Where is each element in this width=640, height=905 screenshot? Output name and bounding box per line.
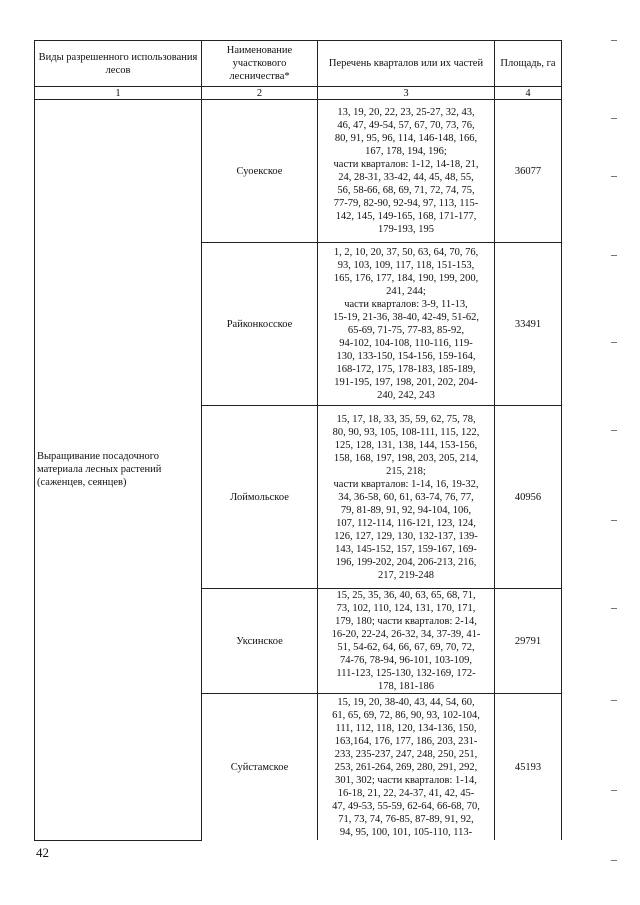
quarters-line: 179, 180; части кварталов: 2-14,	[335, 616, 477, 627]
column-number: 3	[318, 87, 495, 100]
quarters-line: 77-79, 82-90, 92-94, 97, 113, 115-	[333, 198, 479, 209]
quarters-line: части кварталов: 1-12, 14-18, 21,	[333, 159, 479, 170]
quarters-line: 1, 2, 10, 20, 37, 50, 63, 64, 70, 76,	[333, 247, 479, 258]
quarters-line: 191-195, 197, 198, 201, 202, 204-	[334, 377, 478, 388]
scan-margin-mark	[611, 255, 617, 256]
quarters-line: 179-193, 195	[378, 224, 434, 235]
forest-use-table	[34, 40, 562, 841]
use-type-cell: Выращивание посадочного материала лесных растений (саженцев, сеянцев)	[35, 100, 202, 841]
quarters-line: 233, 235-237, 247, 248, 250, 251,	[334, 748, 478, 760]
quarters-cell	[318, 243, 495, 406]
quarters-line: 15, 17, 18, 33, 35, 59, 62, 75, 78,	[336, 413, 476, 425]
quarters-cell	[318, 406, 495, 589]
header-use-type: Виды разрешенного использования лесов	[35, 41, 202, 87]
quarters-line: 125, 128, 131, 138, 144, 153-156,	[334, 439, 478, 451]
area-value: 45193	[495, 694, 562, 841]
scan-margin-mark	[611, 700, 617, 701]
forestry-name: Лоймольское	[202, 406, 318, 589]
quarters-line: 94, 95, 100, 101, 105-110, 113-	[339, 826, 473, 838]
quarters-line: 73, 102, 110, 124, 131, 170, 171,	[336, 603, 476, 614]
quarters-line: 163,164, 176, 177, 186, 203, 231-	[334, 735, 478, 747]
column-number: 2	[202, 87, 318, 100]
page-number: 42	[36, 845, 49, 860]
area-value: 36077	[495, 100, 562, 243]
quarters-line: 240, 242, 243	[377, 390, 435, 401]
quarters-line: 130, 133-150, 154-156, 159-164,	[336, 351, 476, 362]
quarters-line: 142, 145, 149-165, 168, 171-177,	[335, 211, 477, 222]
forestry-name: Райконкосское	[202, 243, 318, 406]
quarters-cell	[318, 589, 495, 694]
quarters-line: 107, 112-114, 116-121, 123, 124,	[336, 517, 476, 529]
quarters-line: 51, 54-62, 64, 66, 67, 69, 70, 72,	[337, 642, 475, 653]
header-area: Площадь, га	[495, 41, 562, 87]
quarters-line: 126, 127, 129, 130, 132-137, 139-	[334, 530, 478, 542]
quarters-line: 15, 25, 35, 36, 40, 63, 65, 68, 71,	[336, 590, 476, 601]
quarters-line: 80, 90, 93, 105, 108-111, 115, 122,	[332, 426, 480, 438]
scan-margin-mark	[611, 40, 617, 41]
quarters-cell	[318, 694, 495, 841]
scan-margin-mark	[611, 176, 617, 177]
scan-margin-mark	[611, 430, 617, 431]
column-number: 1	[35, 87, 202, 100]
quarters-line: 178, 181-186	[378, 681, 434, 692]
quarters-line: 196, 199-202, 204, 206-213, 216,	[335, 556, 477, 568]
quarters-line: 15-19, 21-36, 38-40, 42-49, 51-62,	[332, 312, 480, 323]
forestry-name: Суоекское	[202, 100, 318, 243]
column-number-row	[35, 87, 562, 100]
area-value: 29791	[495, 589, 562, 694]
scan-margin-mark	[611, 520, 617, 521]
quarters-line: 111, 112, 118, 120, 134-136, 150,	[335, 722, 477, 734]
quarters-line: части кварталов: 3-9, 11-13,	[344, 299, 468, 310]
quarters-line: 16-18, 21, 22, 24-37, 41, 42, 45-	[337, 787, 475, 799]
scan-margin-mark	[611, 608, 617, 609]
quarters-line: 158, 168, 197, 198, 203, 205, 214,	[333, 452, 479, 464]
header-forestry-name: Наименование участкового лесничества*	[202, 41, 318, 87]
quarters-line: части кварталов: 1-14, 16, 19-32,	[333, 478, 479, 490]
quarters-line: 56, 58-66, 68, 69, 71, 72, 74, 75,	[337, 185, 475, 196]
scan-margin-mark	[611, 342, 617, 343]
quarters-line: 15, 19, 20, 38-40, 43, 44, 54, 60,	[337, 696, 475, 708]
quarters-line: 79, 81-89, 91, 92, 94-104, 106,	[340, 504, 472, 516]
area-value: 33491	[495, 243, 562, 406]
scan-margin-mark	[611, 118, 617, 119]
table-header-row	[35, 41, 562, 87]
quarters-line: 167, 178, 194, 196;	[365, 146, 447, 157]
forestry-name: Уксинское	[202, 589, 318, 694]
quarters-line: 24, 28-31, 33-42, 44, 45, 48, 55,	[338, 172, 474, 183]
quarters-line: 16-20, 22-24, 26-32, 34, 37-39, 41-	[331, 629, 481, 640]
quarters-line: 74-76, 78-94, 96-101, 103-109,	[339, 655, 473, 666]
quarters-line: 34, 36-58, 60, 61, 63-74, 76, 77,	[338, 491, 474, 503]
quarters-line: 143, 145-152, 157, 159-167, 169-	[335, 543, 477, 555]
area-value: 40956	[495, 406, 562, 589]
scan-margin-mark	[611, 790, 617, 791]
quarters-line: 253, 261-264, 269, 280, 291, 292,	[334, 761, 478, 773]
quarters-line: 47, 49-53, 55-59, 62-64, 66-68, 70,	[332, 800, 480, 812]
quarters-line: 93, 103, 109, 117, 118, 151-153,	[337, 260, 475, 271]
quarters-line: 61, 65, 69, 72, 86, 90, 93, 102-104,	[332, 709, 480, 721]
quarters-line: 168-172, 175, 178-183, 185-189,	[336, 364, 476, 375]
quarters-line: 111-123, 125-130, 132-169, 172-	[336, 668, 476, 679]
quarters-line: 65-69, 71-75, 77-83, 85-92,	[347, 325, 465, 336]
header-quarters-list: Перечень кварталов или их частей	[318, 41, 495, 87]
quarters-line: 301, 302; части кварталов: 1-14,	[335, 774, 477, 786]
quarters-line: 217, 219-248	[378, 569, 434, 581]
quarters-cell	[318, 100, 495, 243]
scan-margin-mark	[611, 860, 617, 861]
forestry-name: Суйстамское	[202, 694, 318, 841]
quarters-line: 241, 244;	[386, 286, 426, 297]
quarters-line: 94-102, 104-108, 110-116, 119-	[339, 338, 473, 349]
quarters-line: 46, 47, 49-54, 57, 67, 70, 73, 76,	[337, 120, 475, 131]
quarters-line: 215, 218;	[386, 465, 426, 477]
quarters-line: 165, 176, 177, 184, 190, 199, 200,	[333, 273, 479, 284]
quarters-line: 80, 91, 95, 96, 114, 146-148, 166,	[334, 133, 478, 144]
column-number: 4	[495, 87, 562, 100]
quarters-line: 71, 73, 74, 76-85, 87-89, 91, 92,	[338, 813, 474, 825]
quarters-line: 13, 19, 20, 22, 23, 25-27, 32, 43,	[337, 107, 475, 118]
table-row	[35, 100, 562, 243]
